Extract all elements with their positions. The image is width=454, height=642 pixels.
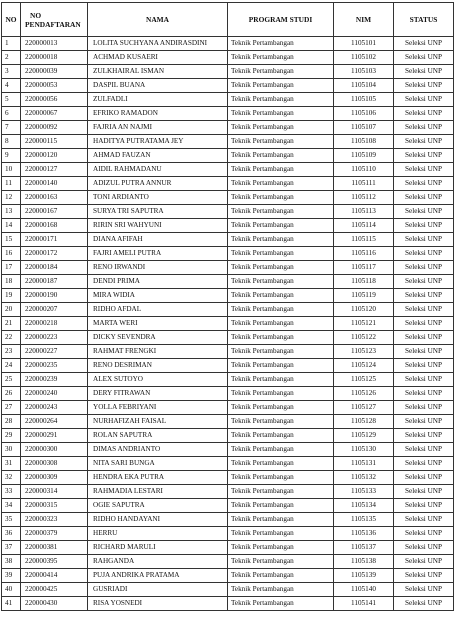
- table-row: [2, 219, 454, 233]
- student-nim: 1105103: [334, 65, 394, 79]
- admission-status: Seleksi UNP: [394, 429, 454, 443]
- admission-status: Seleksi UNP: [394, 37, 454, 51]
- header-registration-number: [21, 3, 88, 37]
- student-name: RISA YOSNEDI: [88, 597, 228, 611]
- registration-number: 220000227: [21, 345, 88, 359]
- row-number: 3: [2, 65, 21, 79]
- student-nim: 1105126: [334, 387, 394, 401]
- student-name: HERRU: [88, 527, 228, 541]
- student-name: HADITYA PUTRATAMA JEY: [88, 135, 228, 149]
- student-nim: 1105102: [334, 51, 394, 65]
- admission-status: Seleksi UNP: [394, 569, 454, 583]
- student-name: DASPIL BUANA: [88, 79, 228, 93]
- table-row: [2, 121, 454, 135]
- table-row: [2, 65, 454, 79]
- header-name: NAMA: [88, 3, 228, 37]
- registration-number: 220000013: [21, 37, 88, 51]
- student-name: GUSRIADI: [88, 583, 228, 597]
- table-row: [2, 79, 454, 93]
- admission-status: Seleksi UNP: [394, 303, 454, 317]
- admission-status: Seleksi UNP: [394, 65, 454, 79]
- registration-number: 220000291: [21, 429, 88, 443]
- row-number: 27: [2, 401, 21, 415]
- registration-number: 220000092: [21, 121, 88, 135]
- table-row: [2, 373, 454, 387]
- admission-status: Seleksi UNP: [394, 555, 454, 569]
- student-name: ZULKHAIRAL ISMAN: [88, 65, 228, 79]
- registration-number: 220000168: [21, 219, 88, 233]
- table-row: [2, 387, 454, 401]
- student-nim: 1105123: [334, 345, 394, 359]
- registration-number: 220000264: [21, 415, 88, 429]
- admission-status: Seleksi UNP: [394, 583, 454, 597]
- student-name: NURHAFIZAH FAISAL: [88, 415, 228, 429]
- admission-status: Seleksi UNP: [394, 107, 454, 121]
- student-nim: 1105134: [334, 499, 394, 513]
- admission-status: Seleksi UNP: [394, 261, 454, 275]
- student-nim: 1105120: [334, 303, 394, 317]
- study-program: Teknik Pertambangan: [228, 317, 334, 331]
- study-program: Teknik Pertambangan: [228, 233, 334, 247]
- admission-status: Seleksi UNP: [394, 401, 454, 415]
- admission-status: Seleksi UNP: [394, 219, 454, 233]
- admission-table: [1, 2, 454, 611]
- student-name: RENO IRWANDI: [88, 261, 228, 275]
- study-program: Teknik Pertambangan: [228, 401, 334, 415]
- registration-number: 220000053: [21, 79, 88, 93]
- registration-number: 220000379: [21, 527, 88, 541]
- table-row: [2, 275, 454, 289]
- student-nim: 1105139: [334, 569, 394, 583]
- study-program: Teknik Pertambangan: [228, 149, 334, 163]
- study-program: Teknik Pertambangan: [228, 261, 334, 275]
- row-number: 23: [2, 345, 21, 359]
- row-number: 24: [2, 359, 21, 373]
- table-row: [2, 37, 454, 51]
- admission-status: Seleksi UNP: [394, 485, 454, 499]
- admission-status: Seleksi UNP: [394, 247, 454, 261]
- student-nim: 1105124: [334, 359, 394, 373]
- student-nim: 1105128: [334, 415, 394, 429]
- registration-number: 220000172: [21, 247, 88, 261]
- study-program: Teknik Pertambangan: [228, 443, 334, 457]
- table-header-row: [2, 3, 454, 37]
- registration-number: 220000315: [21, 499, 88, 513]
- student-nim: 1105117: [334, 261, 394, 275]
- table-row: [2, 51, 454, 65]
- student-nim: 1105136: [334, 527, 394, 541]
- row-number: 10: [2, 163, 21, 177]
- registration-number: 220000309: [21, 471, 88, 485]
- admission-status: Seleksi UNP: [394, 527, 454, 541]
- study-program: Teknik Pertambangan: [228, 191, 334, 205]
- study-program: Teknik Pertambangan: [228, 93, 334, 107]
- registration-number: 220000430: [21, 597, 88, 611]
- admission-status: Seleksi UNP: [394, 51, 454, 65]
- study-program: Teknik Pertambangan: [228, 331, 334, 345]
- student-nim: 1105114: [334, 219, 394, 233]
- row-number: 2: [2, 51, 21, 65]
- row-number: 28: [2, 415, 21, 429]
- study-program: Teknik Pertambangan: [228, 457, 334, 471]
- row-number: 26: [2, 387, 21, 401]
- row-number: 38: [2, 555, 21, 569]
- study-program: Teknik Pertambangan: [228, 387, 334, 401]
- study-program: Teknik Pertambangan: [228, 527, 334, 541]
- study-program: Teknik Pertambangan: [228, 373, 334, 387]
- registration-number: 220000239: [21, 373, 88, 387]
- student-nim: 1105132: [334, 471, 394, 485]
- student-name: HENDRA EKA PUTRA: [88, 471, 228, 485]
- admission-status: Seleksi UNP: [394, 471, 454, 485]
- study-program: Teknik Pertambangan: [228, 597, 334, 611]
- table-row: [2, 401, 454, 415]
- student-name: OGIE SAPUTRA: [88, 499, 228, 513]
- row-number: 33: [2, 485, 21, 499]
- row-number: 35: [2, 513, 21, 527]
- student-nim: 1105106: [334, 107, 394, 121]
- study-program: Teknik Pertambangan: [228, 121, 334, 135]
- study-program: Teknik Pertambangan: [228, 205, 334, 219]
- admission-status: Seleksi UNP: [394, 331, 454, 345]
- admission-status: Seleksi UNP: [394, 457, 454, 471]
- table-row: [2, 527, 454, 541]
- student-nim: 1105101: [334, 37, 394, 51]
- row-number: 39: [2, 569, 21, 583]
- row-number: 32: [2, 471, 21, 485]
- registration-number: 220000018: [21, 51, 88, 65]
- student-name: AHMAD FAUZAN: [88, 149, 228, 163]
- student-nim: 1105105: [334, 93, 394, 107]
- admission-status: Seleksi UNP: [394, 513, 454, 527]
- student-name: RIDHO HANDAYANI: [88, 513, 228, 527]
- study-program: Teknik Pertambangan: [228, 415, 334, 429]
- study-program: Teknik Pertambangan: [228, 275, 334, 289]
- admission-status: Seleksi UNP: [394, 541, 454, 555]
- table-row: [2, 569, 454, 583]
- header-nim: NIM: [334, 3, 394, 37]
- student-name: FAJRIA AN NAJMI: [88, 121, 228, 135]
- study-program: Teknik Pertambangan: [228, 79, 334, 93]
- row-number: 25: [2, 373, 21, 387]
- student-nim: 1105108: [334, 135, 394, 149]
- student-name: RICHARD MARULI: [88, 541, 228, 555]
- registration-number: 220000171: [21, 233, 88, 247]
- header-registration-line2: PENDAFTARAN: [25, 19, 81, 29]
- table-row: [2, 597, 454, 611]
- student-name: ADIZUL PUTRA ANNUR: [88, 177, 228, 191]
- study-program: Teknik Pertambangan: [228, 541, 334, 555]
- row-number: 1: [2, 37, 21, 51]
- student-name: PUJA ANDRIKA PRATAMA: [88, 569, 228, 583]
- student-name: LOLITA SUCHYANA ANDIRASDINI: [88, 37, 228, 51]
- table-row: [2, 359, 454, 373]
- student-nim: 1105141: [334, 597, 394, 611]
- table-row: [2, 149, 454, 163]
- registration-number: 220000300: [21, 443, 88, 457]
- table-row: [2, 457, 454, 471]
- registration-number: 220000207: [21, 303, 88, 317]
- student-nim: 1105140: [334, 583, 394, 597]
- student-nim: 1105110: [334, 163, 394, 177]
- student-name: DIMAS ANDRIANTO: [88, 443, 228, 457]
- registration-number: 220000039: [21, 65, 88, 79]
- row-number: 31: [2, 457, 21, 471]
- registration-number: 220000056: [21, 93, 88, 107]
- admission-status: Seleksi UNP: [394, 79, 454, 93]
- table-row: [2, 303, 454, 317]
- student-nim: 1105109: [334, 149, 394, 163]
- student-name: RIDHO AFDAL: [88, 303, 228, 317]
- row-number: 41: [2, 597, 21, 611]
- admission-status: Seleksi UNP: [394, 233, 454, 247]
- student-name: RAHGANDA: [88, 555, 228, 569]
- student-nim: 1105115: [334, 233, 394, 247]
- registration-number: 220000187: [21, 275, 88, 289]
- row-number: 29: [2, 429, 21, 443]
- table-row: [2, 583, 454, 597]
- student-nim: 1105111: [334, 177, 394, 191]
- row-number: 6: [2, 107, 21, 121]
- study-program: Teknik Pertambangan: [228, 555, 334, 569]
- study-program: Teknik Pertambangan: [228, 303, 334, 317]
- admission-status: Seleksi UNP: [394, 135, 454, 149]
- study-program: Teknik Pertambangan: [228, 359, 334, 373]
- study-program: Teknik Pertambangan: [228, 429, 334, 443]
- row-number: 11: [2, 177, 21, 191]
- study-program: Teknik Pertambangan: [228, 107, 334, 121]
- student-name: FAJRI AMELI PUTRA: [88, 247, 228, 261]
- header-no: NO: [2, 3, 21, 37]
- registration-number: 220000167: [21, 205, 88, 219]
- row-number: 21: [2, 317, 21, 331]
- table-row: [2, 345, 454, 359]
- row-number: 20: [2, 303, 21, 317]
- study-program: Teknik Pertambangan: [228, 163, 334, 177]
- study-program: Teknik Pertambangan: [228, 219, 334, 233]
- study-program: Teknik Pertambangan: [228, 499, 334, 513]
- admission-status: Seleksi UNP: [394, 387, 454, 401]
- registration-number: 220000323: [21, 513, 88, 527]
- student-nim: 1105118: [334, 275, 394, 289]
- row-number: 30: [2, 443, 21, 457]
- student-nim: 1105127: [334, 401, 394, 415]
- registration-number: 220000414: [21, 569, 88, 583]
- admission-status: Seleksi UNP: [394, 317, 454, 331]
- student-nim: 1105137: [334, 541, 394, 555]
- study-program: Teknik Pertambangan: [228, 583, 334, 597]
- admission-status: Seleksi UNP: [394, 373, 454, 387]
- table-row: [2, 471, 454, 485]
- row-number: 36: [2, 527, 21, 541]
- registration-number: 220000140: [21, 177, 88, 191]
- student-name: DICKY SEVENDRA: [88, 331, 228, 345]
- registration-number: 220000184: [21, 261, 88, 275]
- table-row: [2, 485, 454, 499]
- student-name: ROLAN SAPUTRA: [88, 429, 228, 443]
- student-name: AIDIL RAHMADANU: [88, 163, 228, 177]
- registration-number: 220000190: [21, 289, 88, 303]
- study-program: Teknik Pertambangan: [228, 471, 334, 485]
- study-program: Teknik Pertambangan: [228, 485, 334, 499]
- admission-status: Seleksi UNP: [394, 289, 454, 303]
- registration-number: 220000395: [21, 555, 88, 569]
- study-program: Teknik Pertambangan: [228, 135, 334, 149]
- student-nim: 1105116: [334, 247, 394, 261]
- admission-status: Seleksi UNP: [394, 205, 454, 219]
- admission-status: Seleksi UNP: [394, 163, 454, 177]
- row-number: 16: [2, 247, 21, 261]
- student-name: MIRA WIDIA: [88, 289, 228, 303]
- student-name: RENO DESRIMAN: [88, 359, 228, 373]
- header-program: PROGRAM STUDI: [228, 3, 334, 37]
- student-nim: 1105107: [334, 121, 394, 135]
- registration-number: 220000115: [21, 135, 88, 149]
- study-program: Teknik Pertambangan: [228, 345, 334, 359]
- student-nim: 1105104: [334, 79, 394, 93]
- student-name: ALEX SUTOYO: [88, 373, 228, 387]
- student-nim: 1105121: [334, 317, 394, 331]
- admission-status: Seleksi UNP: [394, 345, 454, 359]
- student-nim: 1105138: [334, 555, 394, 569]
- table-row: [2, 415, 454, 429]
- admission-status: Seleksi UNP: [394, 597, 454, 611]
- student-nim: 1105113: [334, 205, 394, 219]
- admission-status: Seleksi UNP: [394, 191, 454, 205]
- table-row: [2, 443, 454, 457]
- table-body: [2, 37, 454, 611]
- table-row: [2, 107, 454, 121]
- study-program: Teknik Pertambangan: [228, 65, 334, 79]
- registration-number: 220000223: [21, 331, 88, 345]
- student-name: ZULFADLI: [88, 93, 228, 107]
- table-row: [2, 177, 454, 191]
- registration-number: 220000314: [21, 485, 88, 499]
- table-row: [2, 499, 454, 513]
- student-nim: 1105129: [334, 429, 394, 443]
- table-row: [2, 247, 454, 261]
- student-name: RAHMADIA LESTARI: [88, 485, 228, 499]
- admission-status: Seleksi UNP: [394, 359, 454, 373]
- admission-status: Seleksi UNP: [394, 275, 454, 289]
- student-nim: 1105125: [334, 373, 394, 387]
- row-number: 18: [2, 275, 21, 289]
- student-name: RAHMAT FRENGKI: [88, 345, 228, 359]
- student-name: YOLLA FEBRIYANI: [88, 401, 228, 415]
- study-program: Teknik Pertambangan: [228, 37, 334, 51]
- student-nim: 1105135: [334, 513, 394, 527]
- row-number: 15: [2, 233, 21, 247]
- student-nim: 1105131: [334, 457, 394, 471]
- row-number: 37: [2, 541, 21, 555]
- row-number: 19: [2, 289, 21, 303]
- student-nim: 1105130: [334, 443, 394, 457]
- registration-number: 220000067: [21, 107, 88, 121]
- registration-number: 220000218: [21, 317, 88, 331]
- row-number: 40: [2, 583, 21, 597]
- registration-number: 220000243: [21, 401, 88, 415]
- study-program: Teknik Pertambangan: [228, 247, 334, 261]
- student-name: MARTA WERI: [88, 317, 228, 331]
- student-name: TONI ARDIANTO: [88, 191, 228, 205]
- student-name: EFRIKO RAMADON: [88, 107, 228, 121]
- study-program: Teknik Pertambangan: [228, 513, 334, 527]
- table-row: [2, 317, 454, 331]
- row-number: 17: [2, 261, 21, 275]
- admission-status: Seleksi UNP: [394, 149, 454, 163]
- row-number: 5: [2, 93, 21, 107]
- student-name: DENDI PRIMA: [88, 275, 228, 289]
- registration-number: 220000127: [21, 163, 88, 177]
- student-name: NITA SARI BUNGA: [88, 457, 228, 471]
- student-name: ACHMAD KUSAERI: [88, 51, 228, 65]
- row-number: 22: [2, 331, 21, 345]
- table-row: [2, 205, 454, 219]
- row-number: 14: [2, 219, 21, 233]
- table-row: [2, 233, 454, 247]
- row-number: 9: [2, 149, 21, 163]
- admission-status: Seleksi UNP: [394, 93, 454, 107]
- admission-status: Seleksi UNP: [394, 121, 454, 135]
- study-program: Teknik Pertambangan: [228, 51, 334, 65]
- row-number: 12: [2, 191, 21, 205]
- table-row: [2, 541, 454, 555]
- student-name: DIANA AFIFAH: [88, 233, 228, 247]
- student-name: SURYA TRI SAPUTRA: [88, 205, 228, 219]
- student-nim: 1105133: [334, 485, 394, 499]
- table-row: [2, 555, 454, 569]
- admission-status: Seleksi UNP: [394, 499, 454, 513]
- registration-number: 220000381: [21, 541, 88, 555]
- registration-number: 220000240: [21, 387, 88, 401]
- table-row: [2, 163, 454, 177]
- table-row: [2, 93, 454, 107]
- table-row: [2, 135, 454, 149]
- table-row: [2, 191, 454, 205]
- admission-status: Seleksi UNP: [394, 177, 454, 191]
- admission-status: Seleksi UNP: [394, 415, 454, 429]
- table-row: [2, 331, 454, 345]
- student-nim: 1105112: [334, 191, 394, 205]
- row-number: 4: [2, 79, 21, 93]
- study-program: Teknik Pertambangan: [228, 569, 334, 583]
- table-row: [2, 429, 454, 443]
- header-registration-line1: NO: [30, 10, 42, 20]
- table-row: [2, 513, 454, 527]
- study-program: Teknik Pertambangan: [228, 289, 334, 303]
- student-nim: 1105122: [334, 331, 394, 345]
- study-program: Teknik Pertambangan: [228, 177, 334, 191]
- student-nim: 1105119: [334, 289, 394, 303]
- registration-number: 220000163: [21, 191, 88, 205]
- row-number: 13: [2, 205, 21, 219]
- registration-number: 220000120: [21, 149, 88, 163]
- registration-number: 220000308: [21, 457, 88, 471]
- student-name: DERY FITRAWAN: [88, 387, 228, 401]
- row-number: 8: [2, 135, 21, 149]
- table-row: [2, 289, 454, 303]
- registration-number: 220000235: [21, 359, 88, 373]
- header-status: STATUS: [394, 3, 454, 37]
- student-name: RIRIN SRI WAHYUNI: [88, 219, 228, 233]
- registration-number: 220000425: [21, 583, 88, 597]
- admission-status: Seleksi UNP: [394, 443, 454, 457]
- row-number: 7: [2, 121, 21, 135]
- row-number: 34: [2, 499, 21, 513]
- table-row: [2, 261, 454, 275]
